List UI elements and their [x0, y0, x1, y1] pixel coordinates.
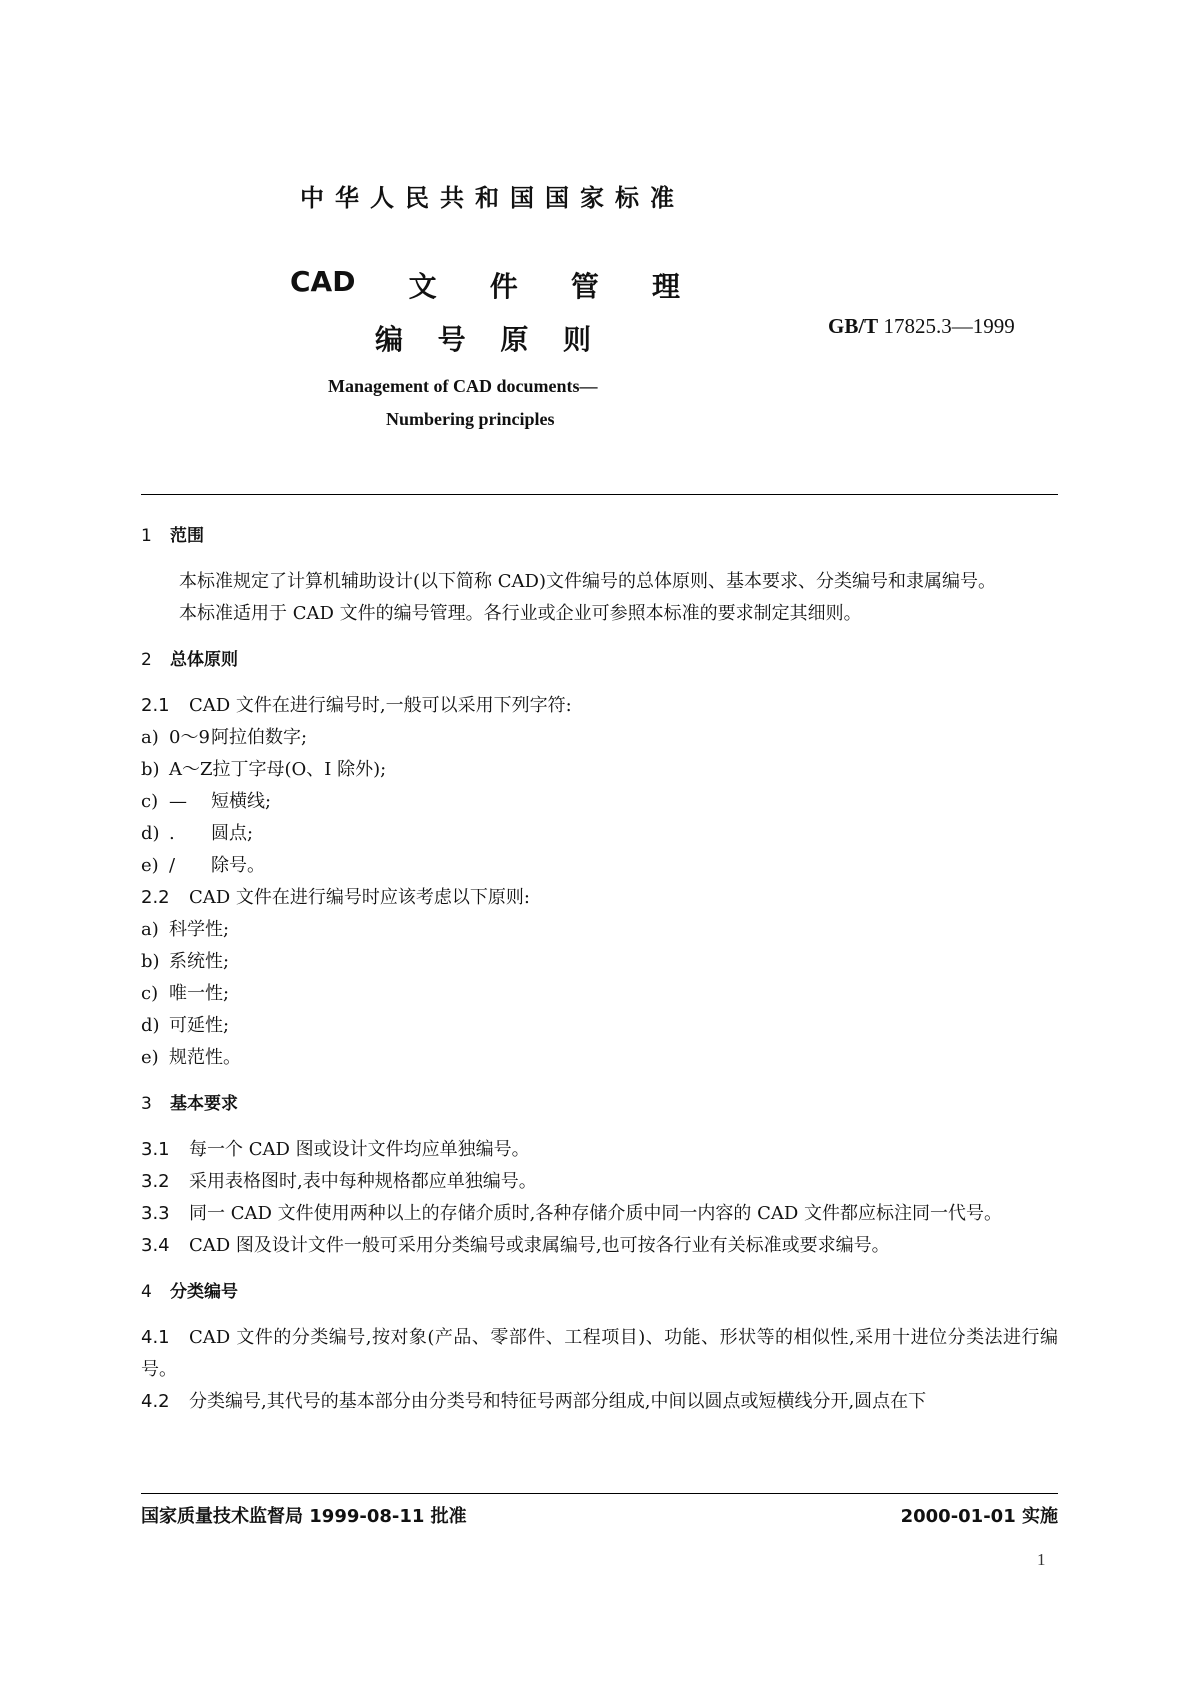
list-item: e) 规范性。: [141, 1047, 241, 1068]
clause-text: CAD 文件的分类编号,按对象(产品、零部件、工程项目)、功能、形状等的相似性,采用十进位分类法进行编号。: [141, 1327, 1058, 1380]
list-item: b) 系统性;: [141, 951, 230, 972]
clause-text: 同一 CAD 文件使用两种以上的存储介质时,各种存储介质中同一内容的 CAD 文件都应标注同一代号。: [189, 1203, 1003, 1224]
standard-prefix: GB/T: [828, 314, 879, 338]
clause: [141, 1134, 1058, 1166]
list-item: c) 唯一性;: [141, 983, 230, 1004]
clause: [141, 1322, 1058, 1386]
title-zh-line1: [290, 265, 680, 305]
clause-text: CAD 图及设计文件一般可采用分类编号或隶属编号,也可按各行业有关标准或要求编号。: [189, 1235, 890, 1256]
section-number: 3: [141, 1094, 152, 1114]
clause-number: 4.1: [141, 1327, 170, 1348]
title-en-line2: Numbering principles: [386, 409, 555, 429]
section-title: 总体原则: [170, 650, 238, 670]
list-item: a) 科学性;: [141, 919, 230, 940]
list-item: a) 0～9阿拉伯数字;: [141, 727, 308, 748]
list-item: b) A～Z拉丁字母(O、I 除外);: [141, 759, 387, 780]
clause: [141, 1198, 1058, 1230]
clause-text: CAD 文件在进行编号时应该考虑以下原则:: [189, 887, 530, 908]
header-divider: [141, 494, 1058, 495]
standard-code: 17825.3—1999: [883, 314, 1015, 338]
clause-number: 4.2: [141, 1391, 170, 1412]
clause: [141, 1166, 1058, 1198]
section-title: 基本要求: [170, 1094, 238, 1114]
clause: [141, 690, 1058, 722]
section-number: 1: [141, 526, 152, 546]
clause: [141, 882, 1058, 914]
effective-date: 2000-01-01 实施: [900, 1506, 1058, 1527]
title-word: 件: [489, 270, 518, 303]
list-item: e) / 除号。: [141, 855, 265, 876]
clause-text: CAD 文件在进行编号时,一般可以采用下列字符:: [189, 695, 572, 716]
page-number: 1: [1037, 1550, 1046, 1569]
approval-note: 国家质量技术监督局 1999-08-11 批准: [141, 1506, 467, 1527]
section-title: 分类编号: [170, 1282, 238, 1302]
section-heading: [141, 520, 1058, 552]
clause-text: 每一个 CAD 图或设计文件均应单独编号。: [189, 1139, 530, 1160]
clause-text: 采用表格图时,表中每种规格都应单独编号。: [189, 1171, 537, 1192]
section-heading: [141, 1276, 1058, 1308]
title-word: 管: [570, 270, 599, 303]
title-zh-line2: [375, 318, 591, 358]
clause: [141, 1230, 1058, 1262]
clause-number: 3.4: [141, 1235, 170, 1256]
title-word: 原: [500, 323, 529, 356]
clause-number: 3.2: [141, 1171, 170, 1192]
paragraph: 本标准规定了计算机辅助设计(以下简称 CAD)文件编号的总体原则、基本要求、分类编号和隶属编号。: [179, 571, 996, 592]
title-word: CAD: [290, 265, 356, 298]
standard-type-heading: 中华人民共和国国家标准: [300, 184, 685, 212]
list-item: d) . 圆点;: [141, 823, 254, 844]
clause-number: 3.1: [141, 1139, 170, 1160]
section-title: 范围: [170, 526, 204, 546]
title-word: 理: [651, 270, 680, 303]
title-word: 号: [437, 323, 466, 356]
section-heading: [141, 1088, 1058, 1120]
clause-number: 3.3: [141, 1203, 170, 1224]
document-body: [141, 520, 1058, 1418]
list-item: d) 可延性;: [141, 1015, 230, 1036]
paragraph: 本标准适用于 CAD 文件的编号管理。各行业或企业可参照本标准的要求制定其细则。: [179, 603, 862, 624]
list-item: c) — 短横线;: [141, 791, 272, 812]
clause-number: 2.1: [141, 695, 170, 716]
title-word: 文: [408, 270, 437, 303]
section-number: 4: [141, 1282, 152, 1302]
title-word: 编: [375, 323, 404, 356]
section-heading: [141, 644, 1058, 676]
clause-text: 分类编号,其代号的基本部分由分类号和特征号两部分组成,中间以圆点或短横线分开,圆点在下: [189, 1391, 927, 1412]
standard-number: [828, 314, 1015, 339]
title-word: 则: [562, 323, 591, 356]
section-number: 2: [141, 650, 152, 670]
clause-number: 2.2: [141, 887, 170, 908]
footer-divider: [141, 1493, 1058, 1494]
title-en-line1: Management of CAD documents—: [328, 376, 598, 396]
clause: [141, 1386, 1058, 1418]
